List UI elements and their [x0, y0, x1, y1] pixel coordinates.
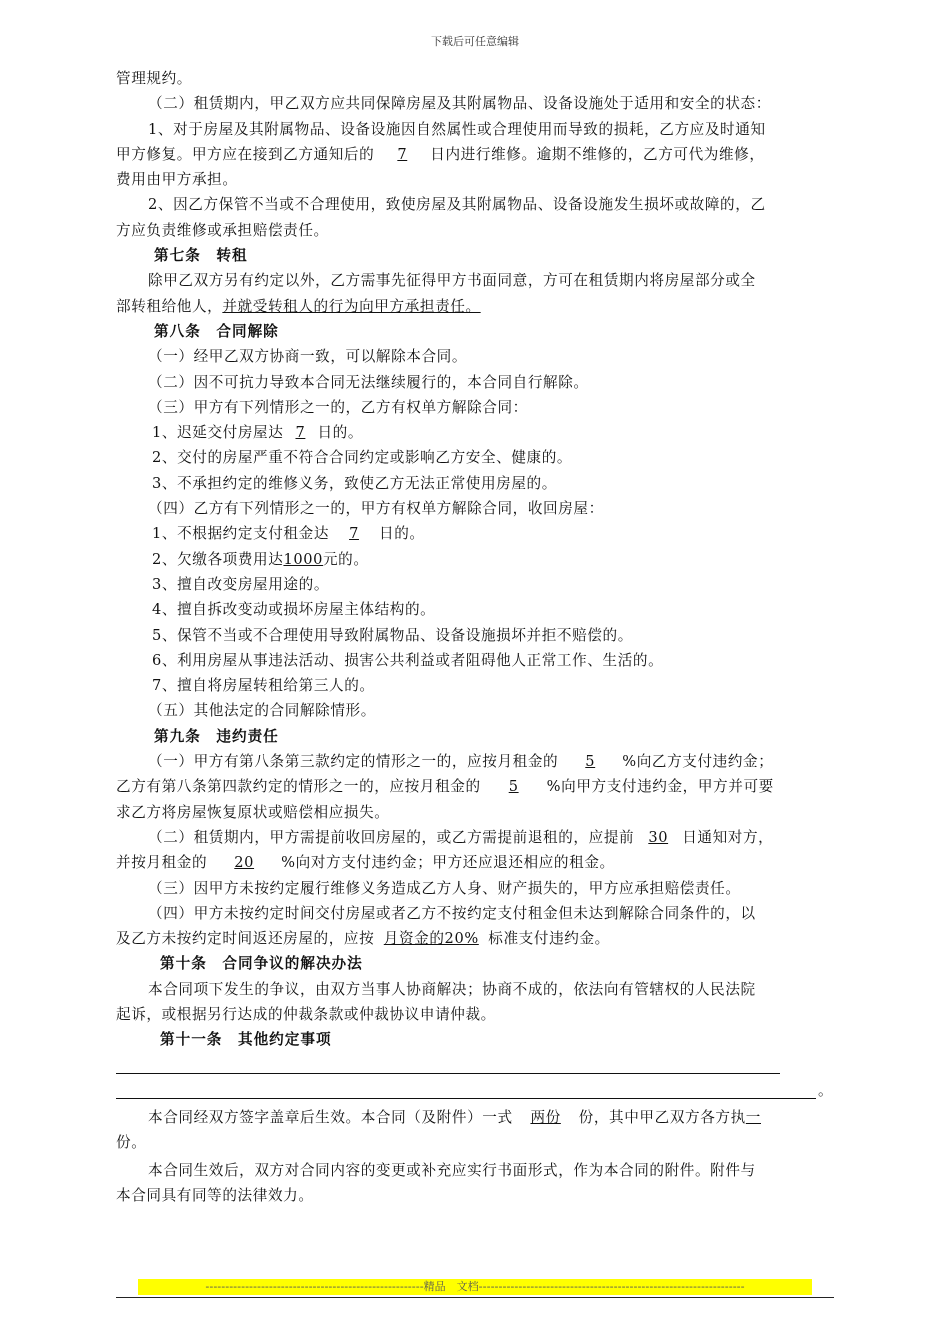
delay-days-value: 7	[295, 424, 306, 442]
text-line: 1、对于房屋及其附属物品、设备设施因自然属性或合理使用而导致的损耗，乙方应及时通知	[148, 120, 766, 138]
text-line: 本合同项下发生的争议，由双方当事人协商解决；协商不成的，依法向有管辖权的人民法院	[148, 980, 756, 998]
text-line: 本合同具有同等的法律效力。	[116, 1187, 314, 1205]
rent-overdue-days-value: 7	[349, 525, 359, 543]
late-penalty-value: 月资金的20%	[383, 930, 479, 948]
fee-amount-value: 1000	[283, 550, 323, 568]
text-segment: 1、不根据约定支付租金达	[152, 525, 330, 543]
section-heading-11: 第十一条 其他约定事项	[160, 1031, 332, 1049]
fill-rule	[116, 1073, 780, 1074]
text-line	[116, 825, 836, 850]
text-segment: 元的。	[322, 550, 369, 568]
text-line: 起诉，或根据另行达成的仲裁条款或仲裁协议申请仲裁。	[116, 1005, 496, 1023]
text-line: （二）因不可抗力导致本合同无法继续履行的，本合同自行解除。	[148, 373, 589, 391]
penalty-rate-value: 5	[585, 753, 596, 771]
text-line	[116, 926, 836, 951]
fill-rule	[116, 1098, 816, 1099]
text-segment: 及乙方未按约定时间返还房屋的，应按	[116, 930, 375, 948]
blank-fill-line	[116, 1078, 836, 1103]
text-line	[116, 1105, 836, 1130]
footer-divider	[116, 1297, 834, 1298]
text-line: 份。	[116, 1134, 147, 1152]
text-segment: 本合同经双方签字盖章后生效。本合同（及附件）一式	[148, 1109, 513, 1127]
penalty-rate-value: 5	[508, 778, 519, 796]
text-line: 4、擅自拆改变动或损坏房屋主体结构的。	[152, 601, 436, 619]
text-line: 3、擅自改变房屋用途的。	[152, 575, 330, 593]
text-line: （三）甲方有下列情形之一的，乙方有权单方解除合同：	[148, 398, 528, 416]
text-line: 费用由甲方承担。	[116, 171, 238, 189]
text-line: 求乙方将房屋恢复原状或赔偿相应损失。	[116, 803, 390, 821]
underlined-clause: 并就受转租人的行为向甲方承担责任。	[222, 297, 481, 315]
text-segment: %向乙方支付违约金；	[622, 753, 774, 771]
text-segment: 乙方有第八条第四款约定的情形之一的，应按月租金的	[116, 778, 481, 796]
text-segment: 标准支付违约金。	[488, 930, 610, 948]
text-segment: 并按月租金的	[116, 854, 208, 872]
text-segment: 1、迟延交付房屋达	[152, 424, 284, 442]
text-line	[116, 749, 836, 774]
text-line: 2、交付的房屋严重不符合合同约定或影响乙方安全、健康的。	[152, 449, 573, 467]
text-segment: %向对方支付违约金；甲方还应退还相应的租金。	[281, 854, 615, 872]
text-segment: 份，其中甲乙双方各方执	[578, 1109, 746, 1127]
text-line	[116, 142, 836, 167]
section-heading-8: 第八条 合同解除	[154, 322, 279, 340]
text-line: 3、不承担约定的维修义务，致使乙方无法正常使用房屋的。	[152, 474, 557, 492]
text-segment: 甲方修复。甲方应在接到乙方通知后的	[116, 145, 375, 163]
text-line: （二）租赁期内，甲乙双方应共同保障房屋及其附属物品、设备设施处于适用和安全的状态：	[148, 95, 771, 113]
section-heading-10: 第十条 合同争议的解决办法	[160, 955, 363, 973]
text-line: 管理规约。	[116, 70, 192, 87]
text-segment: 日的。	[317, 424, 364, 442]
notice-days-value: 30	[648, 828, 669, 846]
text-line: 除甲乙双方另有约定以外，乙方需事先征得甲方书面同意，方可在租赁期内将房屋部分或全	[148, 272, 756, 290]
text-line	[116, 521, 836, 546]
text-line: （四）甲方未按约定时间交付房屋或者乙方不按约定支付租金但未达到解除合同条件的，以	[148, 904, 756, 922]
text-segment: 日通知对方，	[682, 828, 774, 846]
copies-each-value: 一	[745, 1109, 761, 1127]
text-line	[116, 547, 836, 572]
text-line: 方应负责维修或承担赔偿责任。	[116, 221, 329, 239]
text-line: 5、保管不当或不合理使用导致附属物品、设备设施损坏并拒不赔偿的。	[152, 626, 633, 644]
text-line	[116, 774, 836, 799]
repair-days-value: 7	[397, 145, 408, 163]
text-segment: （二）租赁期内，甲方需提前收回房屋的，或乙方需提前退租的，应提前	[148, 828, 635, 846]
section-heading-7: 第七条 转租	[154, 247, 248, 265]
footer-banner: -------------------------------------------------------精品 文档-------------------------------------------------------------------	[138, 1279, 812, 1295]
text-line: 7、擅自将房屋转租给第三人的。	[152, 677, 375, 695]
text-segment: 2、欠缴各项费用达	[152, 550, 284, 568]
text-segment: （一）甲方有第八条第三款约定的情形之一的，应按月租金的	[148, 753, 559, 771]
text-line: （三）因甲方未按约定履行维修义务造成乙方人身、财产损失的，甲方应承担赔偿责任。	[148, 879, 741, 897]
section-heading-9: 第九条 违约责任	[154, 727, 279, 745]
text-line	[116, 420, 836, 445]
text-line: （一）经甲乙双方协商一致，可以解除本合同。	[148, 348, 468, 366]
text-line: 2、因乙方保管不当或不合理使用，致使房屋及其附属物品、设备设施发生损坏或故障的，乙	[148, 196, 766, 214]
text-segment: 日的。	[379, 525, 425, 543]
text-line: （四）乙方有下列情形之一的，甲方有权单方解除合同，收回房屋：	[148, 500, 604, 518]
copies-value: 两份	[530, 1109, 561, 1127]
contract-body	[116, 66, 836, 1208]
line-end-mark: 。	[818, 1081, 834, 1099]
page-header: 下载后可任意编辑	[431, 35, 519, 48]
text-segment: %向甲方支付违约金，甲方并可要	[546, 778, 774, 796]
early-termination-rate-value: 20	[234, 854, 255, 872]
text-line	[116, 850, 836, 875]
blank-fill-line	[116, 1053, 836, 1078]
text-segment: 日内进行维修。逾期不维修的，乙方可代为维修，	[430, 145, 765, 163]
text-line: 6、利用房屋从事违法活动、损害公共利益或者阻碍他人正常工作、生活的。	[152, 651, 664, 669]
text-segment: 部转租给他人，	[116, 297, 223, 315]
text-line: 本合同生效后，双方对合同内容的变更或补充应实行书面形式，作为本合同的附件。附件与	[148, 1161, 756, 1179]
text-line	[116, 294, 836, 319]
text-line: （五）其他法定的合同解除情形。	[148, 702, 376, 720]
